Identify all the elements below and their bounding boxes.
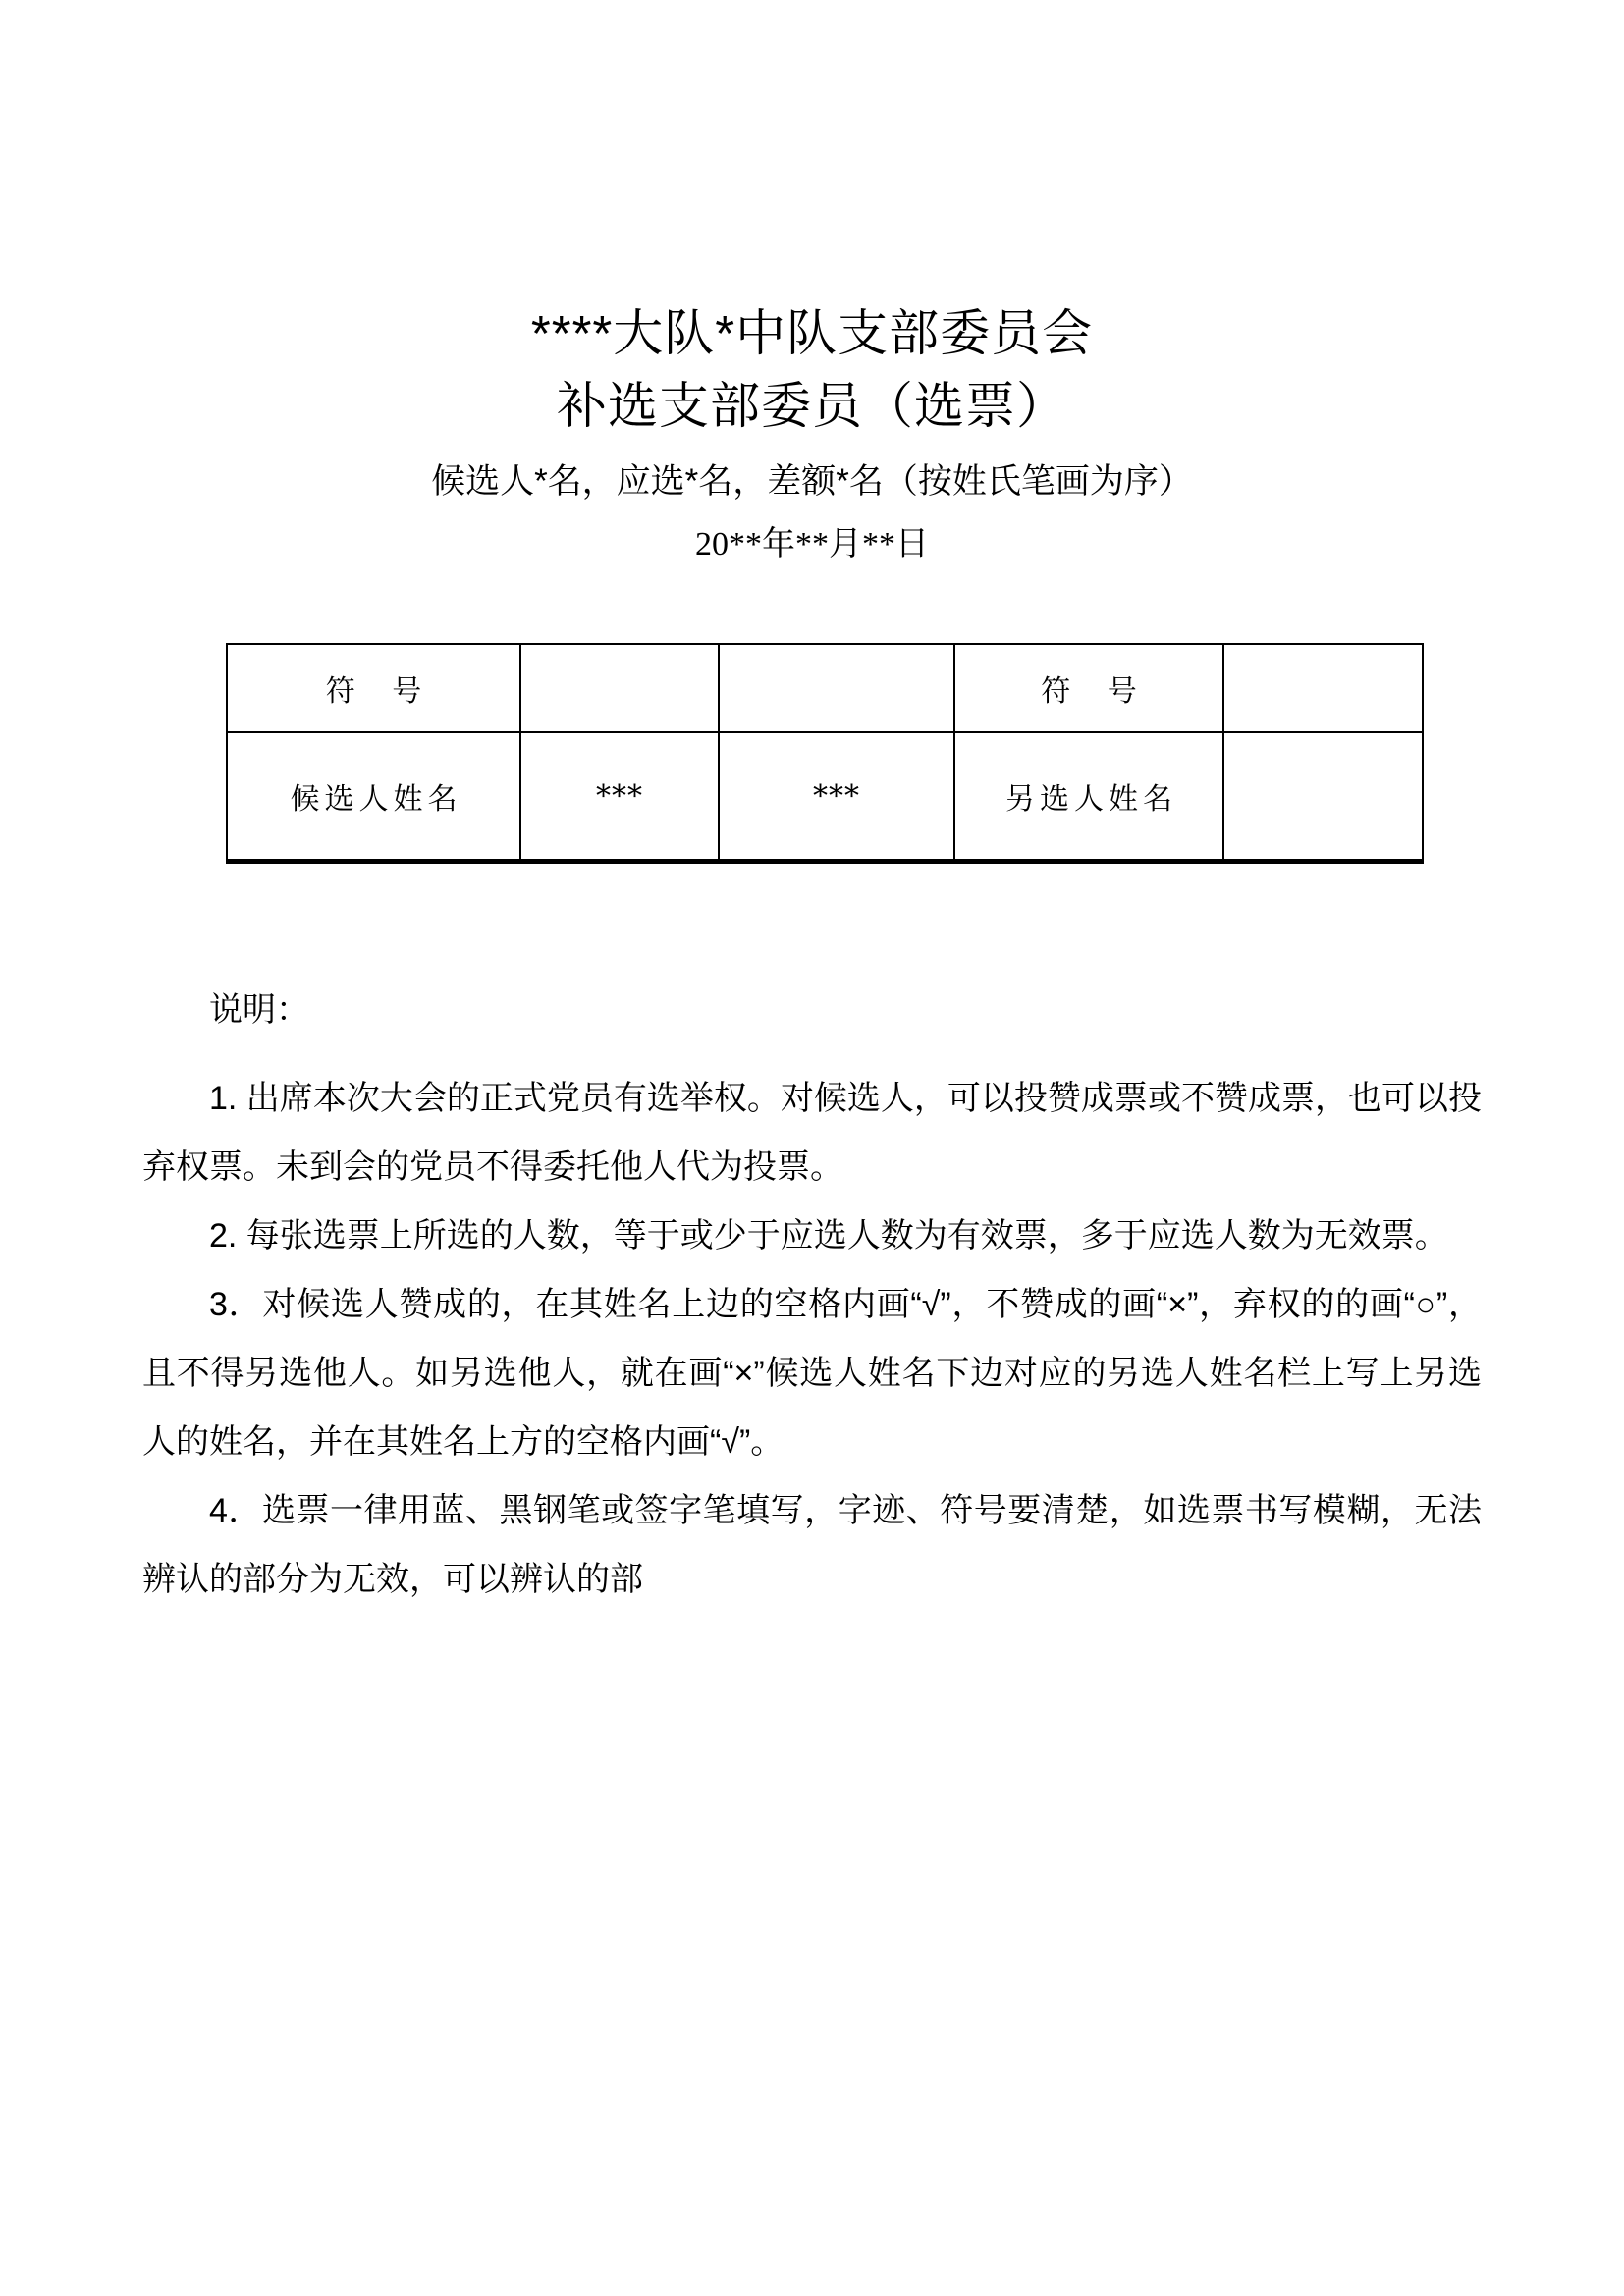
note-item-1: 1. 出席本次大会的正式党员有选举权。对候选人，可以投赞成票或不赞成票，也可以投弃权票。未到会的党员不得委托他人代为投票。 — [142, 1080, 1482, 1186]
mark-cell-3[interactable] — [1223, 644, 1423, 732]
note-item-3: 3．对候选人赞成的，在其姓名上边的空格内画“√”，不赞成的画“×”，弃权的的画“○”，且不得另选他人。如另选他人，就在画“×”候选人姓名下边对应的另选人姓名栏上写上另选人的姓名，并在其姓名上方的空格内画“√”。 — [142, 1286, 1482, 1461]
doc-date: 20**年**月**日 — [695, 526, 929, 562]
candidate-name-label-cell: 候选人姓名 — [227, 732, 520, 862]
mark-cell-2[interactable] — [719, 644, 954, 732]
table-row — [227, 644, 1423, 732]
alternate-name-cell[interactable] — [1223, 732, 1423, 862]
ballot-table — [226, 643, 1424, 864]
candidate-name-cell-1[interactable]: *** — [520, 732, 719, 862]
doc-subtitle: 候选人*名，应选*名，差额*名（按姓氏笔画为序） — [431, 462, 1193, 501]
mark-cell-1[interactable] — [520, 644, 719, 732]
doc-title-line-2: 补选支部委员（选票） — [556, 378, 1067, 434]
symbol-header-cell-right: 符 号 — [954, 644, 1223, 732]
doc-title-line-1: ****大队*中队支部委员会 — [530, 305, 1094, 361]
ballot-table-container — [226, 643, 1412, 864]
notes-label: 说明： — [209, 991, 309, 1029]
table-row — [227, 732, 1423, 862]
note-item-2: 2. 每张选票上所选的人数，等于或少于应选人数为有效票，多于应选人数为无效票。 — [209, 1217, 1448, 1255]
note-item-4: 4．选票一律用蓝、黑钢笔或签字笔填写，字迹、符号要清楚，如选票书写模糊，无法辨认的部分为无效，可以辨认的部 — [142, 1492, 1482, 1598]
symbol-header-cell-left: 符 号 — [227, 644, 520, 732]
alternate-name-label-cell: 另选人姓名 — [954, 732, 1223, 862]
notes-section — [142, 982, 1482, 1614]
candidate-name-cell-2[interactable]: *** — [719, 732, 954, 862]
title-block — [0, 297, 1624, 568]
